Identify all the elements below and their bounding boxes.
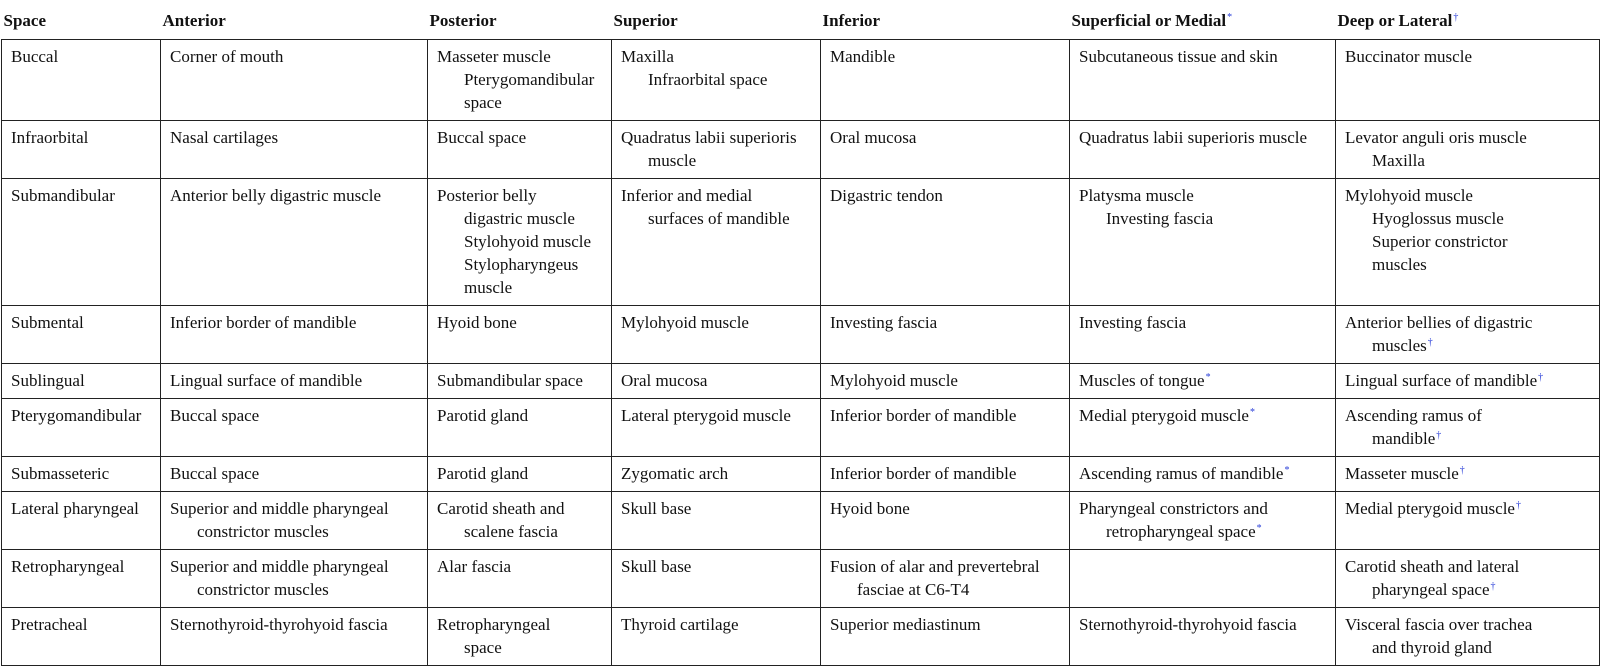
table-cell xyxy=(821,179,1070,306)
cell-text: Visceral fascia over trachea xyxy=(1345,615,1533,634)
table-cell xyxy=(161,121,428,179)
table-row xyxy=(2,40,1600,121)
column-header: Space xyxy=(2,1,161,40)
space-name-cell xyxy=(2,492,161,550)
table-cell xyxy=(612,399,821,457)
footnote-mark: * xyxy=(1205,372,1211,383)
table-cell xyxy=(161,364,428,399)
cell-text: Retropharyngeal xyxy=(437,615,551,634)
cell-text: Buccal space xyxy=(437,128,527,147)
cell-text: Ascending ramus of mandible* xyxy=(1079,464,1290,483)
cell-text: Carotid sheath and xyxy=(437,499,565,518)
footnote-mark: † xyxy=(1436,430,1442,441)
table-cell xyxy=(1336,492,1600,550)
table-cell xyxy=(1336,550,1600,608)
cell-text: Ascending ramus of xyxy=(1345,406,1482,425)
table-cell xyxy=(821,457,1070,492)
footnote-mark: * xyxy=(1256,523,1262,534)
cell-text: Quadratus labii superioris xyxy=(621,128,797,147)
table-cell xyxy=(612,492,821,550)
cell-text: fasciae at C6-T4 xyxy=(857,580,970,599)
footnote-mark: † xyxy=(1427,337,1433,348)
table-cell xyxy=(821,306,1070,364)
footnote-mark: † xyxy=(1490,581,1496,592)
table-cell xyxy=(612,179,821,306)
cell-text: Levator anguli oris muscle xyxy=(1345,128,1527,147)
footnote-mark: * xyxy=(1284,465,1290,476)
table-cell xyxy=(821,608,1070,666)
table-cell xyxy=(161,550,428,608)
cell-text: Thyroid cartilage xyxy=(621,615,739,634)
cell-text: Anterior belly digastric muscle xyxy=(170,186,382,205)
cell-text: muscle xyxy=(648,151,697,170)
cell-text: Oral mucosa xyxy=(621,371,708,390)
cell-text: Submasseteric xyxy=(11,464,110,483)
table-row xyxy=(2,457,1600,492)
cell-text: Hyoglossus muscle xyxy=(1372,209,1504,228)
table-cell xyxy=(161,399,428,457)
table-row xyxy=(2,608,1600,666)
footnote-mark: † xyxy=(1538,372,1544,383)
table-cell xyxy=(428,608,612,666)
cell-text: Lingual surface of mandible xyxy=(170,371,363,390)
column-header: Deep or Lateral† xyxy=(1336,1,1600,40)
cell-text: Mylohyoid muscle xyxy=(830,371,958,390)
cell-text: Pharyngeal constrictors and xyxy=(1079,499,1268,518)
table-cell xyxy=(1070,306,1336,364)
cell-text: Infraorbital space xyxy=(648,70,768,89)
cell-text: Corner of mouth xyxy=(170,47,284,66)
table-cell xyxy=(428,457,612,492)
cell-text: muscle xyxy=(464,278,513,297)
table-cell xyxy=(1070,608,1336,666)
table-cell xyxy=(1070,492,1336,550)
cell-text: muscles xyxy=(1372,255,1427,274)
table-cell xyxy=(1336,40,1600,121)
table-cell xyxy=(612,121,821,179)
space-name-cell xyxy=(2,364,161,399)
space-name-cell xyxy=(2,179,161,306)
cell-text: Lateral pharyngeal xyxy=(11,499,139,518)
cell-text: Infraorbital xyxy=(11,128,89,147)
cell-text: Retropharyngeal xyxy=(11,557,125,576)
cell-text: constrictor muscles xyxy=(197,522,329,541)
cell-text: muscles† xyxy=(1372,336,1433,355)
table-cell xyxy=(821,550,1070,608)
cell-text: Medial pterygoid muscle* xyxy=(1079,406,1255,425)
table-cell xyxy=(821,492,1070,550)
cell-text: Hyoid bone xyxy=(830,499,910,518)
space-name-cell xyxy=(2,121,161,179)
table-cell xyxy=(161,492,428,550)
table-cell xyxy=(821,364,1070,399)
cell-text: Inferior and medial xyxy=(621,186,753,205)
cell-text: Submental xyxy=(11,313,84,332)
cell-text: Digastric tendon xyxy=(830,186,943,205)
table-cell xyxy=(161,40,428,121)
table-cell xyxy=(428,550,612,608)
fascial-spaces-table xyxy=(1,1,1600,666)
table-cell xyxy=(1070,457,1336,492)
cell-text: Fusion of alar and prevertebral xyxy=(830,557,1040,576)
table-row xyxy=(2,399,1600,457)
cell-text: Parotid gland xyxy=(437,406,529,425)
cell-text: space xyxy=(464,93,502,112)
table-cell xyxy=(161,457,428,492)
cell-text: Muscles of tongue* xyxy=(1079,371,1211,390)
cell-text: Buccal xyxy=(11,47,59,66)
table-cell xyxy=(1336,364,1600,399)
cell-text: Investing fascia xyxy=(1079,313,1187,332)
cell-text: digastric muscle xyxy=(464,209,575,228)
cell-text: Buccinator muscle xyxy=(1345,47,1472,66)
space-name-cell xyxy=(2,399,161,457)
cell-text: Sternothyroid-thyrohyoid fascia xyxy=(170,615,388,634)
table-cell xyxy=(612,550,821,608)
cell-text: Posterior belly xyxy=(437,186,537,205)
cell-text: Submandibular space xyxy=(437,371,583,390)
table-cell xyxy=(428,492,612,550)
cell-text: Buccal space xyxy=(170,464,260,483)
cell-text: Anterior bellies of digastric xyxy=(1345,313,1533,332)
table-row xyxy=(2,179,1600,306)
table-cell xyxy=(1336,457,1600,492)
table-row xyxy=(2,492,1600,550)
table-cell xyxy=(428,306,612,364)
cell-text: Lateral pterygoid muscle xyxy=(621,406,791,425)
table-cell xyxy=(1070,40,1336,121)
footnote-mark: * xyxy=(1249,407,1255,418)
cell-text: Oral mucosa xyxy=(830,128,917,147)
space-name-cell xyxy=(2,550,161,608)
cell-text: Masseter muscle† xyxy=(1345,464,1465,483)
cell-text: Buccal space xyxy=(170,406,260,425)
header-row xyxy=(2,1,1600,40)
column-header: Superficial or Medial* xyxy=(1070,1,1336,40)
table-cell xyxy=(1336,306,1600,364)
table-cell xyxy=(1070,364,1336,399)
table-cell xyxy=(428,364,612,399)
cell-text: Stylopharyngeus xyxy=(464,255,579,274)
cell-text: Skull base xyxy=(621,499,692,518)
column-header: Anterior xyxy=(161,1,428,40)
cell-text: Superior constrictor xyxy=(1372,232,1508,251)
table-cell xyxy=(1336,121,1600,179)
table-cell xyxy=(1070,399,1336,457)
column-header: Superior xyxy=(612,1,821,40)
column-header: Inferior xyxy=(821,1,1070,40)
table-row xyxy=(2,306,1600,364)
cell-text: space xyxy=(464,638,502,657)
table-cell xyxy=(1070,121,1336,179)
table-cell xyxy=(612,457,821,492)
cell-text: Lingual surface of mandible† xyxy=(1345,371,1544,390)
cell-text: and thyroid gland xyxy=(1372,638,1492,657)
cell-text: Pterygomandibular xyxy=(464,70,595,89)
table-cell xyxy=(428,179,612,306)
cell-text: Zygomatic arch xyxy=(621,464,729,483)
cell-text: Platysma muscle xyxy=(1079,186,1194,205)
table-cell xyxy=(1336,179,1600,306)
table-cell xyxy=(1336,399,1600,457)
table-cell xyxy=(161,306,428,364)
footnote-mark: † xyxy=(1515,500,1521,511)
cell-text: scalene fascia xyxy=(464,522,558,541)
cell-text: Nasal cartilages xyxy=(170,128,279,147)
cell-text: Superior mediastinum xyxy=(830,615,981,634)
table-cell xyxy=(821,40,1070,121)
column-header: Posterior xyxy=(428,1,612,40)
cell-text: Inferior border of mandible xyxy=(830,464,1017,483)
table-cell xyxy=(821,121,1070,179)
table-cell xyxy=(612,608,821,666)
space-name-cell xyxy=(2,306,161,364)
cell-text: pharyngeal space† xyxy=(1372,580,1496,599)
cell-text: Parotid gland xyxy=(437,464,529,483)
cell-text: Pterygomandibular xyxy=(11,406,142,425)
cell-text: Sternothyroid-thyrohyoid fascia xyxy=(1079,615,1297,634)
cell-text: Hyoid bone xyxy=(437,313,517,332)
cell-text: Carotid sheath and lateral xyxy=(1345,557,1520,576)
cell-text: surfaces of mandible xyxy=(648,209,790,228)
cell-text: Mylohyoid muscle xyxy=(1345,186,1473,205)
cell-text: Investing fascia xyxy=(830,313,938,332)
cell-text: Masseter muscle xyxy=(437,47,551,66)
table-row xyxy=(2,550,1600,608)
table-cell xyxy=(612,40,821,121)
cell-text: Medial pterygoid muscle† xyxy=(1345,499,1521,518)
cell-text: Maxilla xyxy=(621,47,674,66)
table-row xyxy=(2,364,1600,399)
table-cell xyxy=(428,121,612,179)
table-cell xyxy=(1070,550,1336,608)
table-body xyxy=(2,40,1600,666)
footnote-mark: † xyxy=(1459,465,1465,476)
space-name-cell xyxy=(2,40,161,121)
cell-text: constrictor muscles xyxy=(197,580,329,599)
cell-text: Mylohyoid muscle xyxy=(621,313,749,332)
cell-text: Mandible xyxy=(830,47,896,66)
cell-text: Quadratus labii superioris muscle xyxy=(1079,128,1308,147)
table-cell xyxy=(821,399,1070,457)
cell-text: Investing fascia xyxy=(1106,209,1214,228)
cell-text: Inferior border of mandible xyxy=(170,313,357,332)
table-cell xyxy=(612,306,821,364)
cell-text: Skull base xyxy=(621,557,692,576)
cell-text: Inferior border of mandible xyxy=(830,406,1017,425)
table-cell xyxy=(1070,179,1336,306)
space-name-cell xyxy=(2,457,161,492)
cell-text: retropharyngeal space* xyxy=(1106,522,1262,541)
table-cell xyxy=(428,40,612,121)
cell-text: Alar fascia xyxy=(437,557,512,576)
table-cell xyxy=(161,179,428,306)
cell-text: Submandibular xyxy=(11,186,115,205)
table-cell xyxy=(1336,608,1600,666)
table-row xyxy=(2,121,1600,179)
cell-text: Subcutaneous tissue and skin xyxy=(1079,47,1278,66)
table-cell xyxy=(428,399,612,457)
cell-text: Superior and middle pharyngeal xyxy=(170,499,389,518)
cell-text: Superior and middle pharyngeal xyxy=(170,557,389,576)
cell-text: mandible† xyxy=(1372,429,1442,448)
table-cell xyxy=(612,364,821,399)
cell-text: Pretracheal xyxy=(11,615,88,634)
cell-text: Stylohyoid muscle xyxy=(464,232,592,251)
cell-text: Sublingual xyxy=(11,371,85,390)
space-name-cell xyxy=(2,608,161,666)
table-cell xyxy=(161,608,428,666)
cell-text: Maxilla xyxy=(1372,151,1425,170)
